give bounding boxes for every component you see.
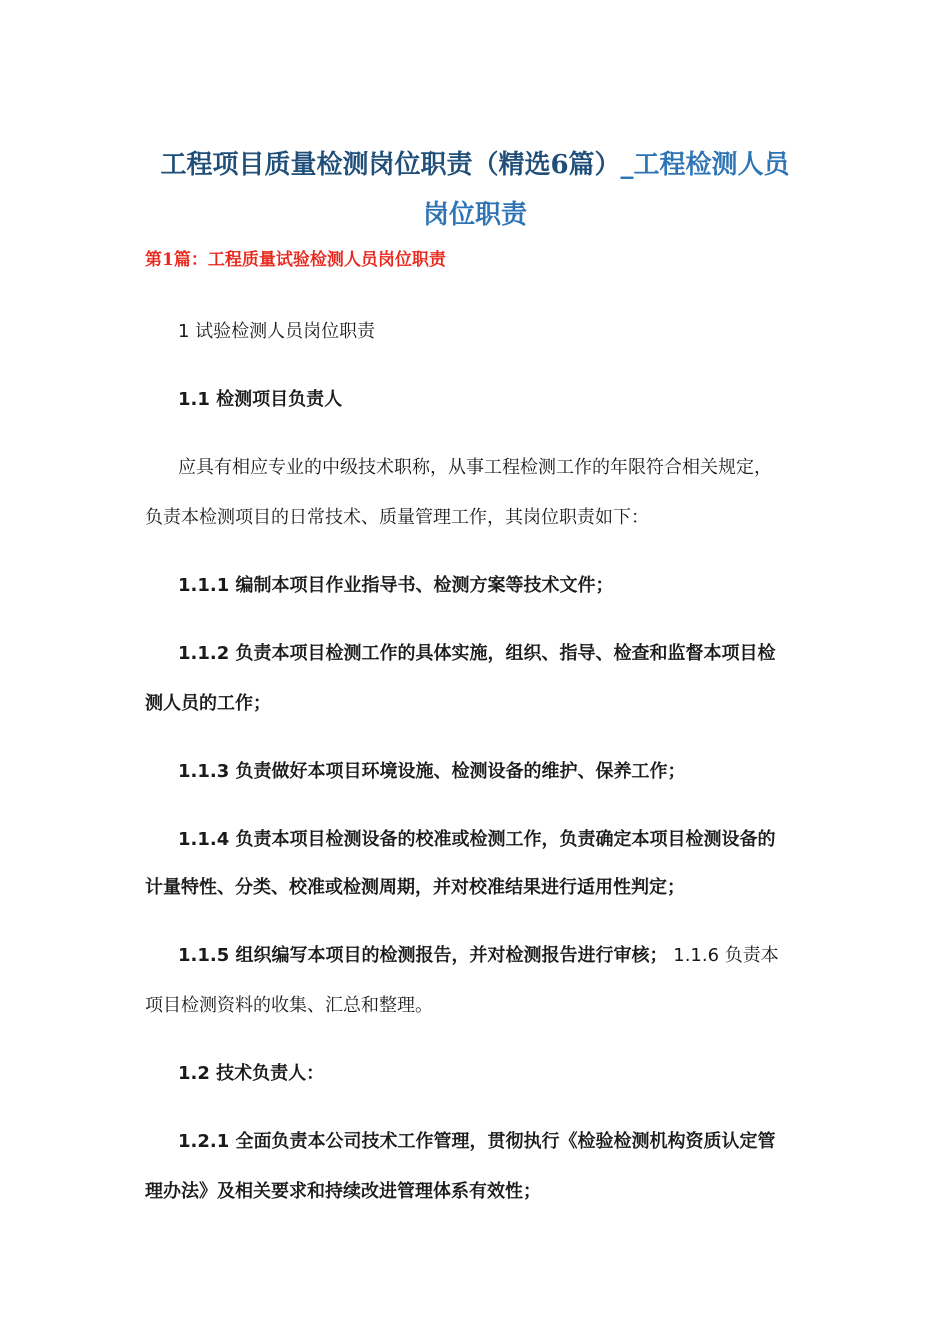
section-heading: 第1篇：工程质量试验检测人员岗位职责	[145, 250, 446, 270]
item-1-1-2-cont: 测人员的工作；	[145, 693, 271, 714]
title-part-1: 工程项目质量检测岗位职责（精选6篇）	[160, 150, 621, 180]
subheading-1-2: 1.2 技术负责人：	[178, 1063, 325, 1084]
page-title	[130, 140, 820, 240]
item-1-1-6-cont: 项目检测资料的收集、汇总和整理。	[145, 995, 433, 1016]
item-1-1-1: 1.1.1 编制本项目作业指导书、检测方案等技术文件；	[178, 575, 614, 596]
item-1-1-4: 1.1.4 负责本项目检测设备的校准或检测工作，负责确定本项目检测设备的	[178, 829, 776, 850]
item-1-1-4-cont: 计量特性、分类、校准或检测周期，并对校准结果进行适用性判定；	[145, 877, 685, 898]
item-1-1-5-line	[145, 932, 848, 980]
title-line-2: 岗位职责	[422, 200, 527, 230]
paragraph-line: 负责本检测项目的日常技术、质量管理工作，其岗位职责如下：	[145, 507, 649, 528]
item-1-1-5: 1.1.5 组织编写本项目的检测报告，并对检测报告进行审核；	[178, 945, 668, 966]
item-1-1-3: 1.1.3 负责做好本项目环境设施、检测设备的维护、保养工作；	[178, 761, 686, 782]
subheading-1-1: 1.1 检测项目负责人	[178, 389, 343, 410]
paragraph-line: 应具有相应专业的中级技术职称，从事工程检测工作的年限符合相关规定，	[178, 457, 772, 478]
paragraph-line: 1 试验检测人员岗位职责	[178, 321, 376, 342]
item-1-2-1: 1.2.1 全面负责本公司技术工作管理，贯彻执行《检验检测机构资质认定管	[178, 1131, 776, 1152]
item-1-1-6: 1.1.6 负责本	[673, 945, 779, 966]
title-part-2: _工程检测人员	[620, 150, 790, 180]
item-1-1-2: 1.1.2 负责本项目检测工作的具体实施，组织、指导、检查和监督本项目检	[178, 643, 776, 664]
item-1-2-1-cont: 理办法》及相关要求和持续改进管理体系有效性；	[145, 1181, 541, 1202]
